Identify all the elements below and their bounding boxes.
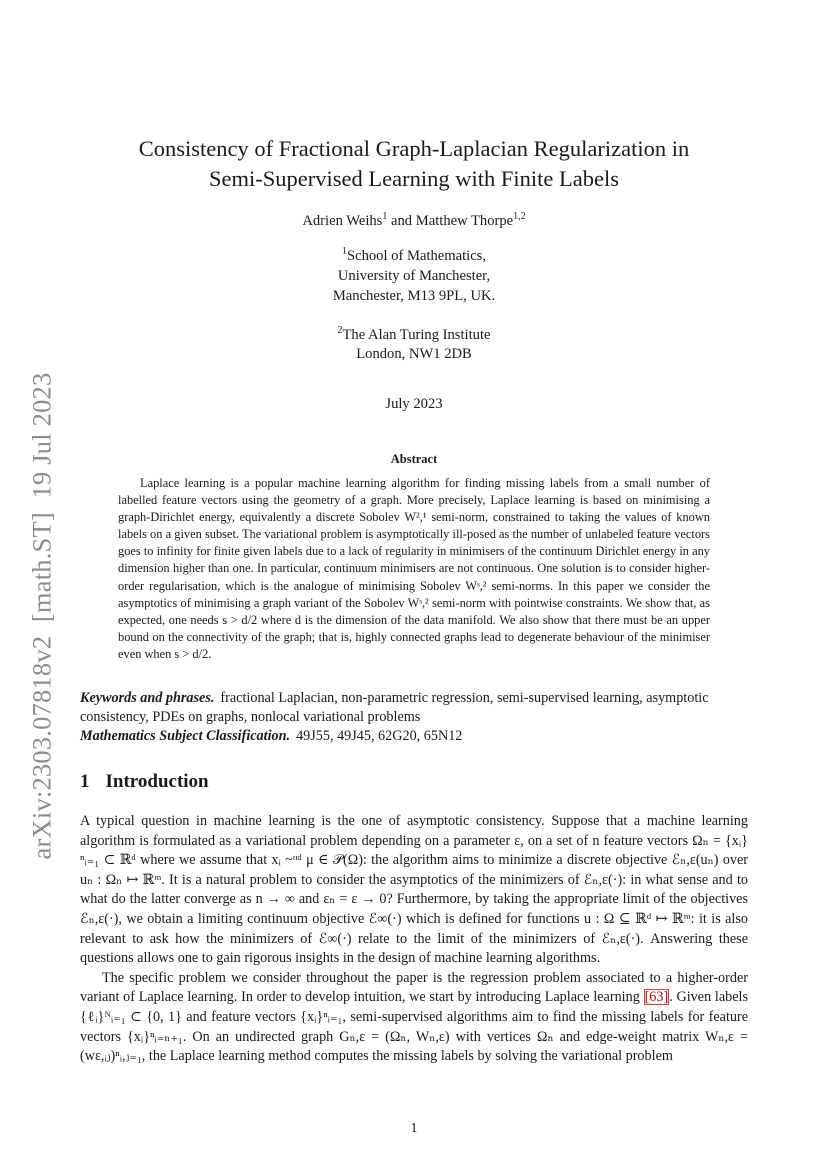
- authors: [0, 213, 828, 230]
- paper-title: [80, 134, 748, 194]
- affiliation-2-institute: The Alan Turing Institute: [342, 327, 491, 343]
- affiliation-2-line-1: [0, 327, 828, 344]
- intro-paragraph-1: A typical question in machine learning is the one of asymptotic consistency. Suppose that a machine learning algorithm is formulated as a variational problem depending on a parameter ε, on a set of n feature vectors Ωₙ = {xᵢ}ⁿᵢ₌₁ ⊂ ℝᵈ where we assume that xᵢ ~ᶦᶦᵈ μ ∈ 𝒫(Ω): the algorithm aims to minimize a discrete objective ℰₙ,ε(uₙ) over uₙ : Ωₙ ↦ ℝᵐ. It is a natural problem to consider the asymptotics of the minimizers of ℰₙ,ε(·): in what sense and to what do the latter converge as n → ∞ and εₙ = ε → 0? Furthermore, by taking the appropriate limit of the objectives ℰₙ,ε(·), we obtain a limiting continuum objective ℰ∞(·) which is defined for functions u : Ω ⊆ ℝᵈ ↦ ℝᵐ: it is also relevant to ask how the minimizers of ℰ∞(·) relate to the limit of the minimizers of ℰₙ,ε(·). Answering these questions allows one to gain rigorous insights in the design of machine learning algorithms.: [80, 813, 748, 967]
- msc-line: [80, 727, 748, 746]
- affiliation-1-mark: 1: [341, 246, 347, 258]
- msc-label: Mathematics Subject Classification.: [80, 728, 291, 744]
- paper-date: July 2023: [385, 396, 443, 412]
- arxiv-stamp-text: [27, 373, 58, 860]
- abstract-text: Laplace learning is a popular machine learning algorithm for finding missing labels from a small number of labelled feature vectors using the geometry of a graph. More precisely, Laplace learning is based on minimising a graph-Dirichlet energy, equivalently a discrete Sobolev W²,¹ semi-norm, constrained to taking the values of known labels on a given subset. The variational problem is asymptotically ill-posed as the number of unlabeled feature vectors goes to infinity for finite given labels due to a lack of regularity in minimisers of the continuum Dirichlet energy in any dimension higher than one. In particular, continuum minimisers are not continuous. One solution is to consider higher-order regularisation, which is the analogue of minimising Sobolev Wˢ,² semi-norms. In this paper we consider the asymptotics of minimising a graph variant of the Sobolev Wˢ,² semi-norm with pointwise constraints. We show that, as expected, one needs s > d/2 where d is the dimension of the data manifold. We also show that there must be an upper bound on the connectivity of the graph; that is, highly connected graphs lead to degenerate behaviour of the minimiser even when s > d/2.: [118, 476, 710, 661]
- arxiv-category: [math.ST]: [26, 512, 57, 623]
- author-1: Adrien Weihs: [302, 213, 383, 229]
- abstract-body: [118, 475, 710, 663]
- affiliation-1-school: School of Mathematics,: [346, 248, 487, 264]
- intro-paragraph-2-end: . Given labels {ℓᵢ}ᴺᵢ₌₁ ⊂ {0, 1} and feature vectors {xᵢ}ⁿᵢ₌₁, semi-supervised algorithms aim to find the missing labels for feature vectors {xᵢ}ⁿᵢ₌ₙ₊₁. On an undirected graph Gₙ,ε = (Ωₙ, Wₙ,ε) with vertices Ωₙ and edge-weight matrix Wₙ,ε = (wε,ᵢⱼ)ⁿᵢ,ⱼ₌₁, the Laplace learning method computes the missing labels by solving the variational problem: [80, 989, 749, 1065]
- arxiv-id: arXiv:2303.07818v2: [26, 635, 57, 860]
- msc-text: 49J55, 49J45, 62G20, 65N12: [296, 728, 463, 744]
- author-1-affiliation: 1: [382, 211, 388, 223]
- title-line-1: Consistency of Fractional Graph-Laplacian Regularization in: [138, 136, 690, 161]
- arxiv-date: 19 Jul 2023: [26, 372, 57, 499]
- introduction-body: [80, 812, 748, 1067]
- intro-paragraph-2: [80, 969, 748, 1067]
- section-heading-introduction: [80, 771, 209, 793]
- section-number: 1: [80, 771, 90, 792]
- section-title: Introduction: [105, 771, 209, 792]
- affiliation-1-line-2: University of Manchester,: [337, 268, 491, 284]
- page-number: 1: [410, 1121, 418, 1136]
- arxiv-sidebar-stamp: [22, 362, 62, 870]
- intro-paragraph-2-start: The specific problem we consider throughout the paper is the regression problem associated to a higher-order variant of Laplace learning. In order to develop intuition, we start by introducing Laplace learning: [80, 969, 748, 1006]
- author-separator: and: [387, 213, 416, 229]
- affiliation-2-line-2: London, NW1 2DB: [356, 346, 472, 362]
- author-2: Matthew Thorpe: [415, 213, 514, 229]
- keywords-label: Keywords and phrases.: [80, 690, 215, 706]
- keywords-text: fractional Laplacian, non-parametric regression, semi-supervised learning, asymptotic consistency, PDEs on graphs, nonlocal variational problems: [80, 690, 709, 725]
- affiliation-1-line-1: [0, 248, 828, 265]
- affiliation-2-mark: 2: [337, 325, 343, 337]
- abstract-heading: Abstract: [390, 452, 438, 466]
- keywords-line: [80, 689, 748, 727]
- title-line-2: Semi-Supervised Learning with Finite Labels: [209, 166, 619, 191]
- author-2-affiliation: 1,2: [513, 211, 526, 223]
- citation-link-63[interactable]: [63]: [644, 989, 669, 1006]
- keywords-block: [80, 689, 748, 746]
- affiliation-1-line-3: Manchester, M13 9PL, UK.: [332, 288, 496, 304]
